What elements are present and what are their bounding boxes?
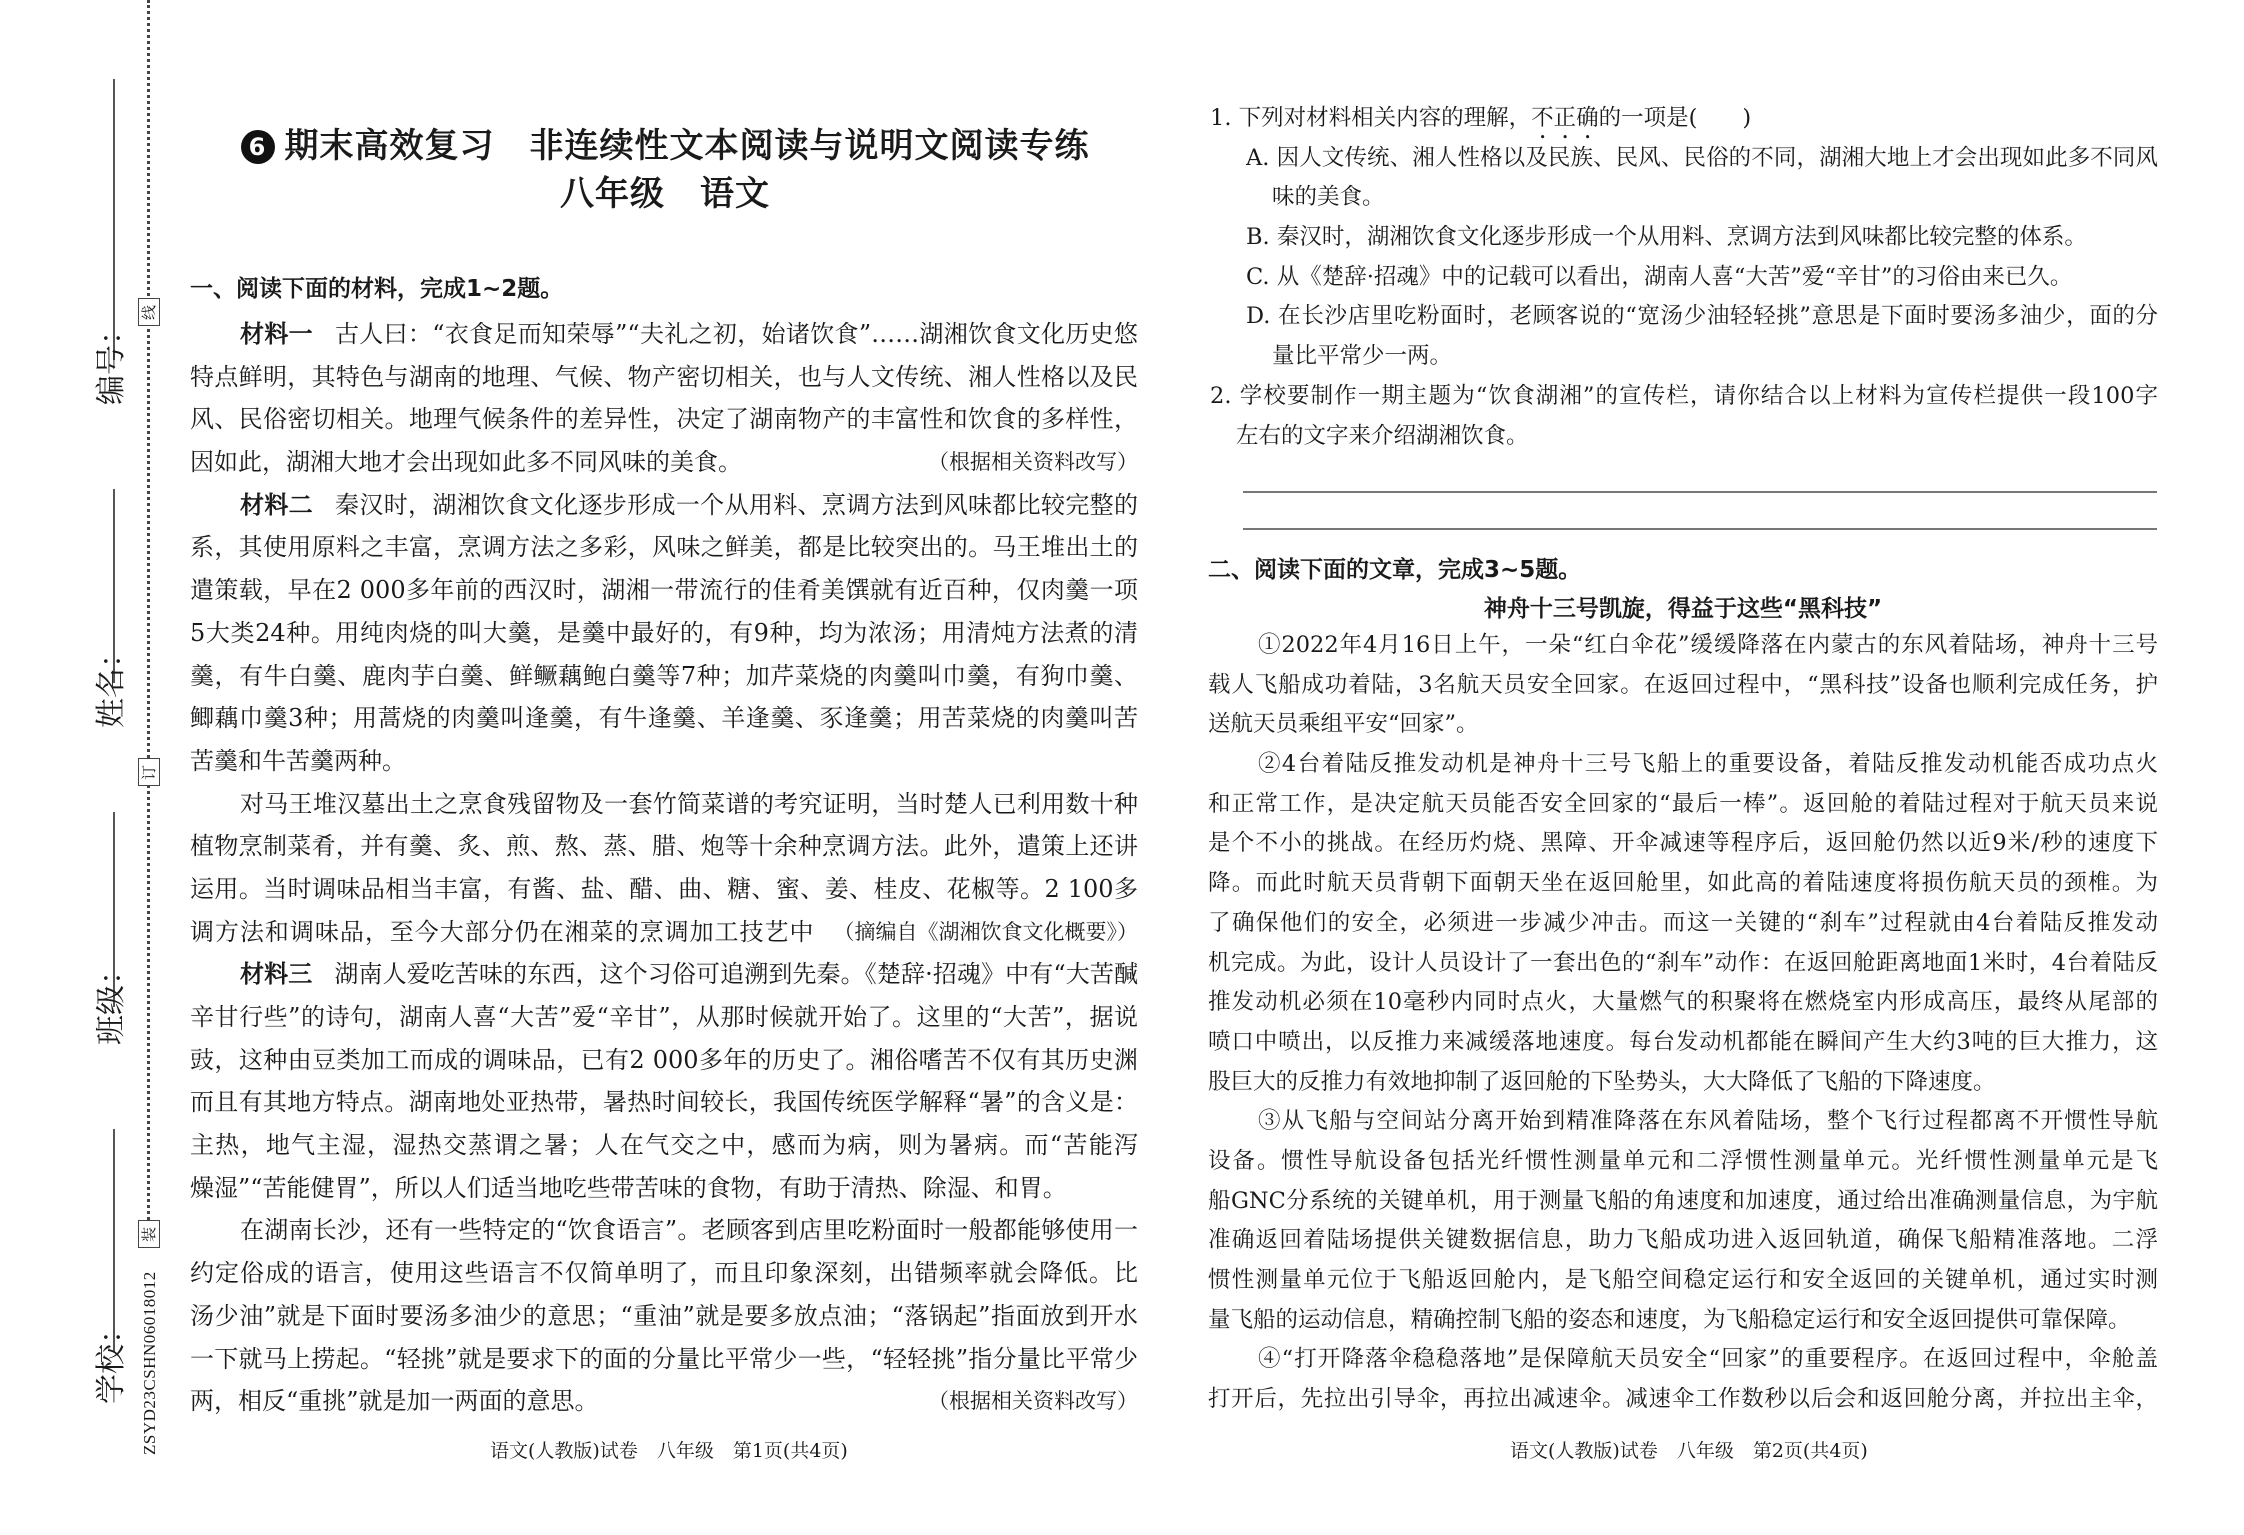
line-content: 豉，这种由豆类加工而成的调味品，已有2 000多年的历史了。湘俗嗜苦不仅有其历史渊 (190, 1045, 1138, 1074)
option-text: 味的美食。 (1272, 184, 1385, 211)
line-text (1208, 785, 2158, 825)
line-content: 对马王堆汉墓出土之烹食残留物及一套竹简菜谱的考究证明，当时楚人已利用数十种 (240, 789, 1138, 818)
line-text (190, 441, 908, 484)
line-text (190, 1124, 1138, 1167)
school-label: 学校： (94, 1314, 129, 1404)
binding-mark-text: 装 (140, 1226, 159, 1242)
line-text (1208, 864, 2158, 904)
line-text (190, 911, 814, 954)
option-text: B. 秦汉时，湖湘饮食文化逐步形成一个从用料、烹调方法到风味都比较完整的体系。 (1246, 224, 2087, 251)
line-content: 而且有其地方特点。湖南地处亚热带，暑热时间较长，我国传统医学解释“暑”的含义是： (190, 1088, 1138, 1117)
title-text: 期末高效复习 非连续性文本阅读与说明文阅读专练 (284, 126, 1090, 166)
option-A[interactable] (1210, 178, 2158, 218)
questions-block (1210, 99, 2158, 456)
line-text (240, 484, 1138, 527)
left-column (190, 313, 1138, 1423)
line-text (1272, 337, 2158, 377)
option-text: 量比平常少一两。 (1272, 343, 1453, 370)
text-line (190, 484, 1138, 527)
article-body (1208, 626, 2158, 1420)
text-line (1208, 944, 2158, 984)
text-line (1208, 1261, 2158, 1301)
source-note: （摘编自《湖湘饮食文化概要》） (833, 919, 1138, 944)
text-line (1208, 1023, 2158, 1063)
line-text (1208, 1063, 2158, 1103)
line-content: 降。而此时航天员背朝下面朝天坐在返回舱里，如此高的着陆速度将损伤航天员的颈椎。为 (1208, 870, 2158, 897)
text-line (190, 526, 1138, 569)
text-line (1208, 983, 2158, 1023)
line-text (1236, 417, 2158, 457)
line-content: 准确返回着陆场提供关键数据信息，助力飞船成功进入返回轨道，确保飞船精准落地。二浮 (1208, 1227, 2158, 1254)
line-text (1246, 297, 2158, 337)
line-content: 股巨大的反推力有效地抑制了返回舱的下坠势头，大大降低了飞船的下降速度。 (1208, 1068, 1996, 1095)
line-content: ②4台着陆反推发动机是神舟十三号飞船上的重要设备，着陆反推发动机能否成功点火 (1258, 751, 2158, 778)
text-line (190, 1081, 1138, 1124)
number-label: 编号： (94, 315, 129, 405)
option-text: C. 从《楚辞·招魂》中的记载可以看出，湖南人喜“大苦”爱“辛甘”的习俗由来已久。 (1246, 263, 2073, 290)
line-text (1208, 1221, 2158, 1261)
text-line (190, 313, 1138, 356)
line-text (240, 953, 1138, 996)
page-footer-1: 语文(人教版)试卷 八年级 第1页(共4页) (490, 1440, 848, 1462)
text-line (190, 398, 1138, 441)
question-1-stem (1210, 99, 2158, 139)
line-text (190, 356, 1138, 399)
answer-line[interactable] (1243, 491, 2157, 493)
text-line (1208, 1102, 2158, 1142)
line-text (190, 1039, 1138, 1082)
line-content: 古人曰：“衣食足而知荣辱”“夫礼之初，始诸饮食”……湖湘饮食文化历史悠 (334, 320, 1138, 348)
material-label: 材料一 (240, 320, 313, 348)
binding-cut-line (147, 0, 150, 1225)
line-text (190, 1338, 1138, 1381)
line-content: 苦羹和牛苦羹两种。 (190, 746, 406, 775)
line-text (1208, 1301, 2158, 1341)
line-content: 量飞船的运动信息，精确控制飞船的姿态和速度，为飞船稳定运行和安全返回提供可靠保障。 (1208, 1306, 2131, 1333)
line-content: 是个不小的挑战。在经历灼烧、黑障、开伞减速等程序后，返回舱仍然以近9米/秒的速度下 (1208, 830, 2158, 857)
article-title: 神舟十三号凯旋，得益于这些“黑科技” (1483, 596, 1883, 622)
text-line (190, 1338, 1138, 1381)
line-text (1246, 139, 2158, 179)
line-content: 鲫藕巾羹3种；用蒿烧的肉羹叫逢羹，有牛逢羹、羊逢羹、豕逢羹；用苦菜烧的肉羹叫苦 (190, 704, 1138, 733)
text-line (1208, 1340, 2158, 1380)
answer-line[interactable] (1243, 528, 2157, 530)
line-content: ④“打开降落伞稳稳落地”是保障航天员安全“回家”的重要程序。在返回过程中，伞舱盖 (1258, 1346, 2158, 1373)
text-line (190, 441, 1138, 484)
line-content: 特点鲜明，其特色与湖南的地理、气候、物产密切相关，也与人文传统、湘人性格以及民 (190, 362, 1138, 391)
line-content: 设备。惯性导航设备包括光纤惯性测量单元和二浮惯性测量单元。光纤惯性测量单元是飞 (1208, 1147, 2158, 1174)
line-content: 惯性测量单元位于飞船返回舱内，是飞船空间稳定运行和安全返回的关键单机，通过实时测 (1208, 1267, 2158, 1293)
section-one-heading: 一、阅读下面的材料，完成1~2题。 (190, 276, 564, 302)
line-text (240, 1209, 1138, 1252)
line-text (1258, 745, 2158, 785)
material-label: 材料三 (240, 960, 313, 989)
line-content: 推发动机必须在10毫秒内同时点火，大量燃气的积聚将在燃烧室内形成高压，最终从尾部的 (1208, 989, 2158, 1016)
line-content: 因如此，湖湘大地才会出现如此多不同风味的美食。 (190, 448, 742, 477)
text-line (1208, 705, 2158, 745)
line-text (1246, 218, 2158, 258)
line-text (240, 313, 1138, 356)
line-content: 打开后，先拉出引导伞，再拉出减速伞。减速伞工作数秒以后会和返回舱分离，并拉出主伞， (1208, 1386, 2158, 1413)
line-text (1208, 1261, 2158, 1301)
line-text (190, 569, 1138, 612)
name-label: 姓名： (94, 638, 129, 728)
line-content: 调方法和调味品，至今大部分仍在湘菜的烹调加工技艺中 (190, 917, 814, 946)
text-line (190, 740, 1138, 783)
text-line (190, 868, 1138, 911)
line-text (1208, 705, 2158, 745)
text-line (1208, 785, 2158, 825)
text-line (190, 569, 1138, 612)
line-content: 了确保他们的安全，必须进一步减少冲击。而这一关键的“刹车”过程就由4台着陆反推发动 (1208, 909, 2158, 936)
text-line (1208, 1182, 2158, 1222)
line-text (1210, 377, 2158, 417)
text-line (1208, 824, 2158, 864)
line-text (240, 783, 1138, 826)
text-line (190, 655, 1138, 698)
line-content: 燥湿”“苦能健胃”，所以人们适当地吃些带苦味的食物，有助于清热、除湿、和胃。 (190, 1173, 1067, 1202)
line-text (190, 398, 1138, 441)
line-content: 约定俗成的语言，使用这些语言不仅简单明了，而且印象深刻，出错频率就会降低。比 (190, 1259, 1138, 1288)
binding-mark-text: 订 (140, 764, 159, 780)
section-two-heading: 二、阅读下面的文章，完成3~5题。 (1208, 557, 1582, 583)
text-line (190, 825, 1138, 868)
page-footer-2: 语文(人教版)试卷 八年级 第2页(共4页) (1510, 1440, 1868, 1462)
line-content: 船GNC分系统的关键单机，用于测量飞船的角速度和加速度，通过给出准确测量信息，为宇航 (1208, 1187, 2158, 1214)
option-B[interactable] (1210, 218, 2158, 258)
line-text (1208, 1023, 2158, 1063)
line-text (1258, 1102, 2158, 1142)
question-2 (1210, 417, 2158, 457)
binding-mark-ding (138, 758, 160, 786)
line-content: 系，其使用原料之丰富，烹调方法之多彩，风味之鲜美，都是比较突出的。马王堆出土的 (190, 533, 1138, 562)
line-text (1246, 258, 2158, 298)
line-text (190, 1295, 1138, 1338)
text-line (1208, 666, 2158, 706)
text-line (190, 697, 1138, 740)
question-text: 2. 学校要制作一期主题为“饮食湖湘”的宣传栏，请你结合以上材料为宣传栏提供一段100字 (1210, 382, 2158, 409)
text-line (1208, 1380, 2158, 1420)
line-text (190, 655, 1138, 698)
line-content: 植物烹制菜肴，并有羹、炙、煎、熬、蒸、腊、炮等十余种烹调方法。此外，遣策上还讲 (190, 832, 1138, 861)
text-line (190, 996, 1138, 1039)
page-title (190, 118, 1140, 167)
line-content: 载人飞船成功着陆，3名航天员安全回家。在返回过程中，“黑科技”设备也顺利完成任务，护 (1208, 671, 2158, 698)
material-label: 材料二 (240, 490, 314, 519)
line-text (190, 825, 1138, 868)
line-content: 主热，地气主湿，湿热交蒸谓之暑；人在气交之中，感而为病，则为暑病。而“苦能泻 (190, 1131, 1138, 1160)
source-note: （根据相关资料改写） (928, 1389, 1138, 1414)
source-note: （根据相关资料改写） (928, 450, 1138, 475)
line-text (1208, 983, 2158, 1023)
line-content: 一下就马上捞起。“轻挑”就是要求下的面的分量比平常少一些，“轻轻挑”指分量比平常少 (190, 1344, 1138, 1373)
text-line (190, 1039, 1138, 1082)
text-line (190, 1209, 1138, 1252)
line-text (1208, 666, 2158, 706)
line-content: 遣策载，早在2 000多年前的西汉时，湖湘一带流行的佳肴美馔就有近百种，仅肉羹一项 (190, 576, 1138, 605)
line-text (1208, 904, 2158, 944)
line-text (1208, 1380, 2158, 1420)
option-D[interactable] (1210, 337, 2158, 377)
line-text (190, 697, 1138, 740)
option-C[interactable] (1210, 258, 2158, 298)
text-line (190, 1252, 1138, 1295)
text-line (1208, 1142, 2158, 1182)
line-content: 秦汉时，湖湘饮食文化逐步形成一个从用料、烹调方法到风味都比较完整的 (335, 490, 1138, 519)
text-line (190, 911, 1138, 954)
paper-code: ZSYD23CSHN06018012 (140, 1271, 159, 1455)
line-text (1208, 944, 2158, 984)
text-line (190, 1380, 1138, 1423)
line-content: ③从飞船与空间站分离开始到精准降落在东风着陆场，整个飞行过程都离不开惯性导航 (1258, 1108, 2158, 1135)
text-line (1208, 904, 2158, 944)
line-text (190, 1081, 1138, 1124)
line-content: 辛甘行些”的诗句，湖南人喜“大苦”爱“辛甘”，从那时候就开始了。这里的“大苦”，据说 (190, 1003, 1138, 1031)
option-A[interactable] (1210, 139, 2158, 179)
line-text (1258, 1340, 2158, 1380)
line-content: ①2022年4月16日上午，一朵“红白伞花”缓缓降落在内蒙古的东风着陆场，神舟十三号 (1258, 632, 2158, 658)
line-text (1210, 99, 2158, 139)
text-line (190, 1124, 1138, 1167)
line-content: 羹，有牛白羹、鹿肉芋白羹、鲜鳜藕鲍白羹等7种；加芹菜烧的肉羹叫巾羹，有狗巾羹、 (190, 661, 1138, 690)
line-text (190, 1380, 908, 1423)
line-text (190, 740, 1138, 783)
question-text: 左右的文字来介绍湖湘饮食。 (1236, 422, 1529, 449)
line-content: 两，相反“重挑”就是加一两面的意思。 (190, 1387, 599, 1416)
class-label: 班级： (94, 955, 129, 1045)
unit-number-badge: 6 (241, 130, 275, 164)
text-line (190, 953, 1138, 996)
line-content: 湖南人爱吃苦味的东西，这个习俗可追溯到先秦。《楚辞·招魂》中有“大苦醎 (334, 960, 1138, 989)
text-line (1208, 626, 2158, 666)
line-content: 风、民俗密切相关。地理气候条件的差异性，决定了湖南物产的丰富性和饮食的多样性， (190, 405, 1138, 434)
line-text (190, 526, 1138, 569)
stem-emphasis: 不正确 (1531, 105, 1599, 131)
line-text (1208, 824, 2158, 864)
line-text (190, 612, 1138, 655)
text-line (1208, 1221, 2158, 1261)
line-content: 汤少油”就是下面时要汤多油少的意思；“重油”就是要多放点油；“落锅起”指面放到开水 (190, 1301, 1138, 1330)
binding-mark-xian (138, 298, 160, 326)
option-text: A. 因人文传统、湘人性格以及民族、民风、民俗的不同，湖湘大地上才会出现如此多不同风 (1246, 144, 2158, 171)
binding-mark-text: 线 (140, 304, 159, 320)
text-line (1208, 864, 2158, 904)
line-text (190, 868, 1138, 911)
text-line (190, 356, 1138, 399)
text-line (190, 783, 1138, 826)
text-line (190, 1167, 1138, 1210)
text-line (1208, 1063, 2158, 1103)
question-2 (1210, 377, 2158, 417)
option-text: D. 在长沙店里吃粉面时，老顾客说的“宽汤少油轻轻挑”意思是下面时要汤多油少，面的分 (1246, 303, 2158, 330)
stem-text: 的一项是( ) (1598, 105, 1752, 131)
line-content: 喷口中喷出，以反推力来减缓落地速度。每台发动机都能在瞬间产生大约3吨的巨大推力，这 (1208, 1028, 2158, 1055)
text-line (1208, 1301, 2158, 1341)
line-content: 运用。当时调味品相当丰富，有酱、盐、醋、曲、糖、蜜、姜、桂皮、花椒等。2 100多 (190, 874, 1138, 903)
line-text (1272, 178, 2158, 218)
line-content: 和正常工作，是决定航天员能否安全回家的“最后一棒”。返回舱的着陆过程对于航天员来说 (1208, 790, 2158, 817)
option-D[interactable] (1210, 297, 2158, 337)
line-content: 送航天员乘组平安“回家”。 (1208, 711, 1479, 738)
page-subtitle: 八年级 语文 (560, 174, 770, 214)
binding-mark-zhuang (138, 1220, 160, 1248)
line-text (1258, 626, 2158, 666)
line-text (190, 1252, 1138, 1295)
stem-text: 1. 下列对材料相关内容的理解， (1210, 105, 1532, 131)
line-content: 5大类24种。用纯肉烧的叫大羹，是羹中最好的，有9种，均为浓汤；用清炖方法煮的清 (190, 618, 1138, 647)
text-line (190, 1295, 1138, 1338)
line-text (190, 1167, 1138, 1210)
line-text (1208, 1142, 2158, 1182)
line-content: 在湖南长沙，还有一些特定的“饮食语言”。老顾客到店里吃粉面时一般都能够使用一 (240, 1216, 1138, 1245)
line-text (190, 996, 1138, 1039)
line-text (1208, 1182, 2158, 1222)
text-line (190, 612, 1138, 655)
text-line (1208, 745, 2158, 785)
line-content: 机完成。为此，设计人员设计了一套出色的“刹车”动作：在返回舱距离地面1米时，4台着陆反 (1208, 949, 2158, 976)
